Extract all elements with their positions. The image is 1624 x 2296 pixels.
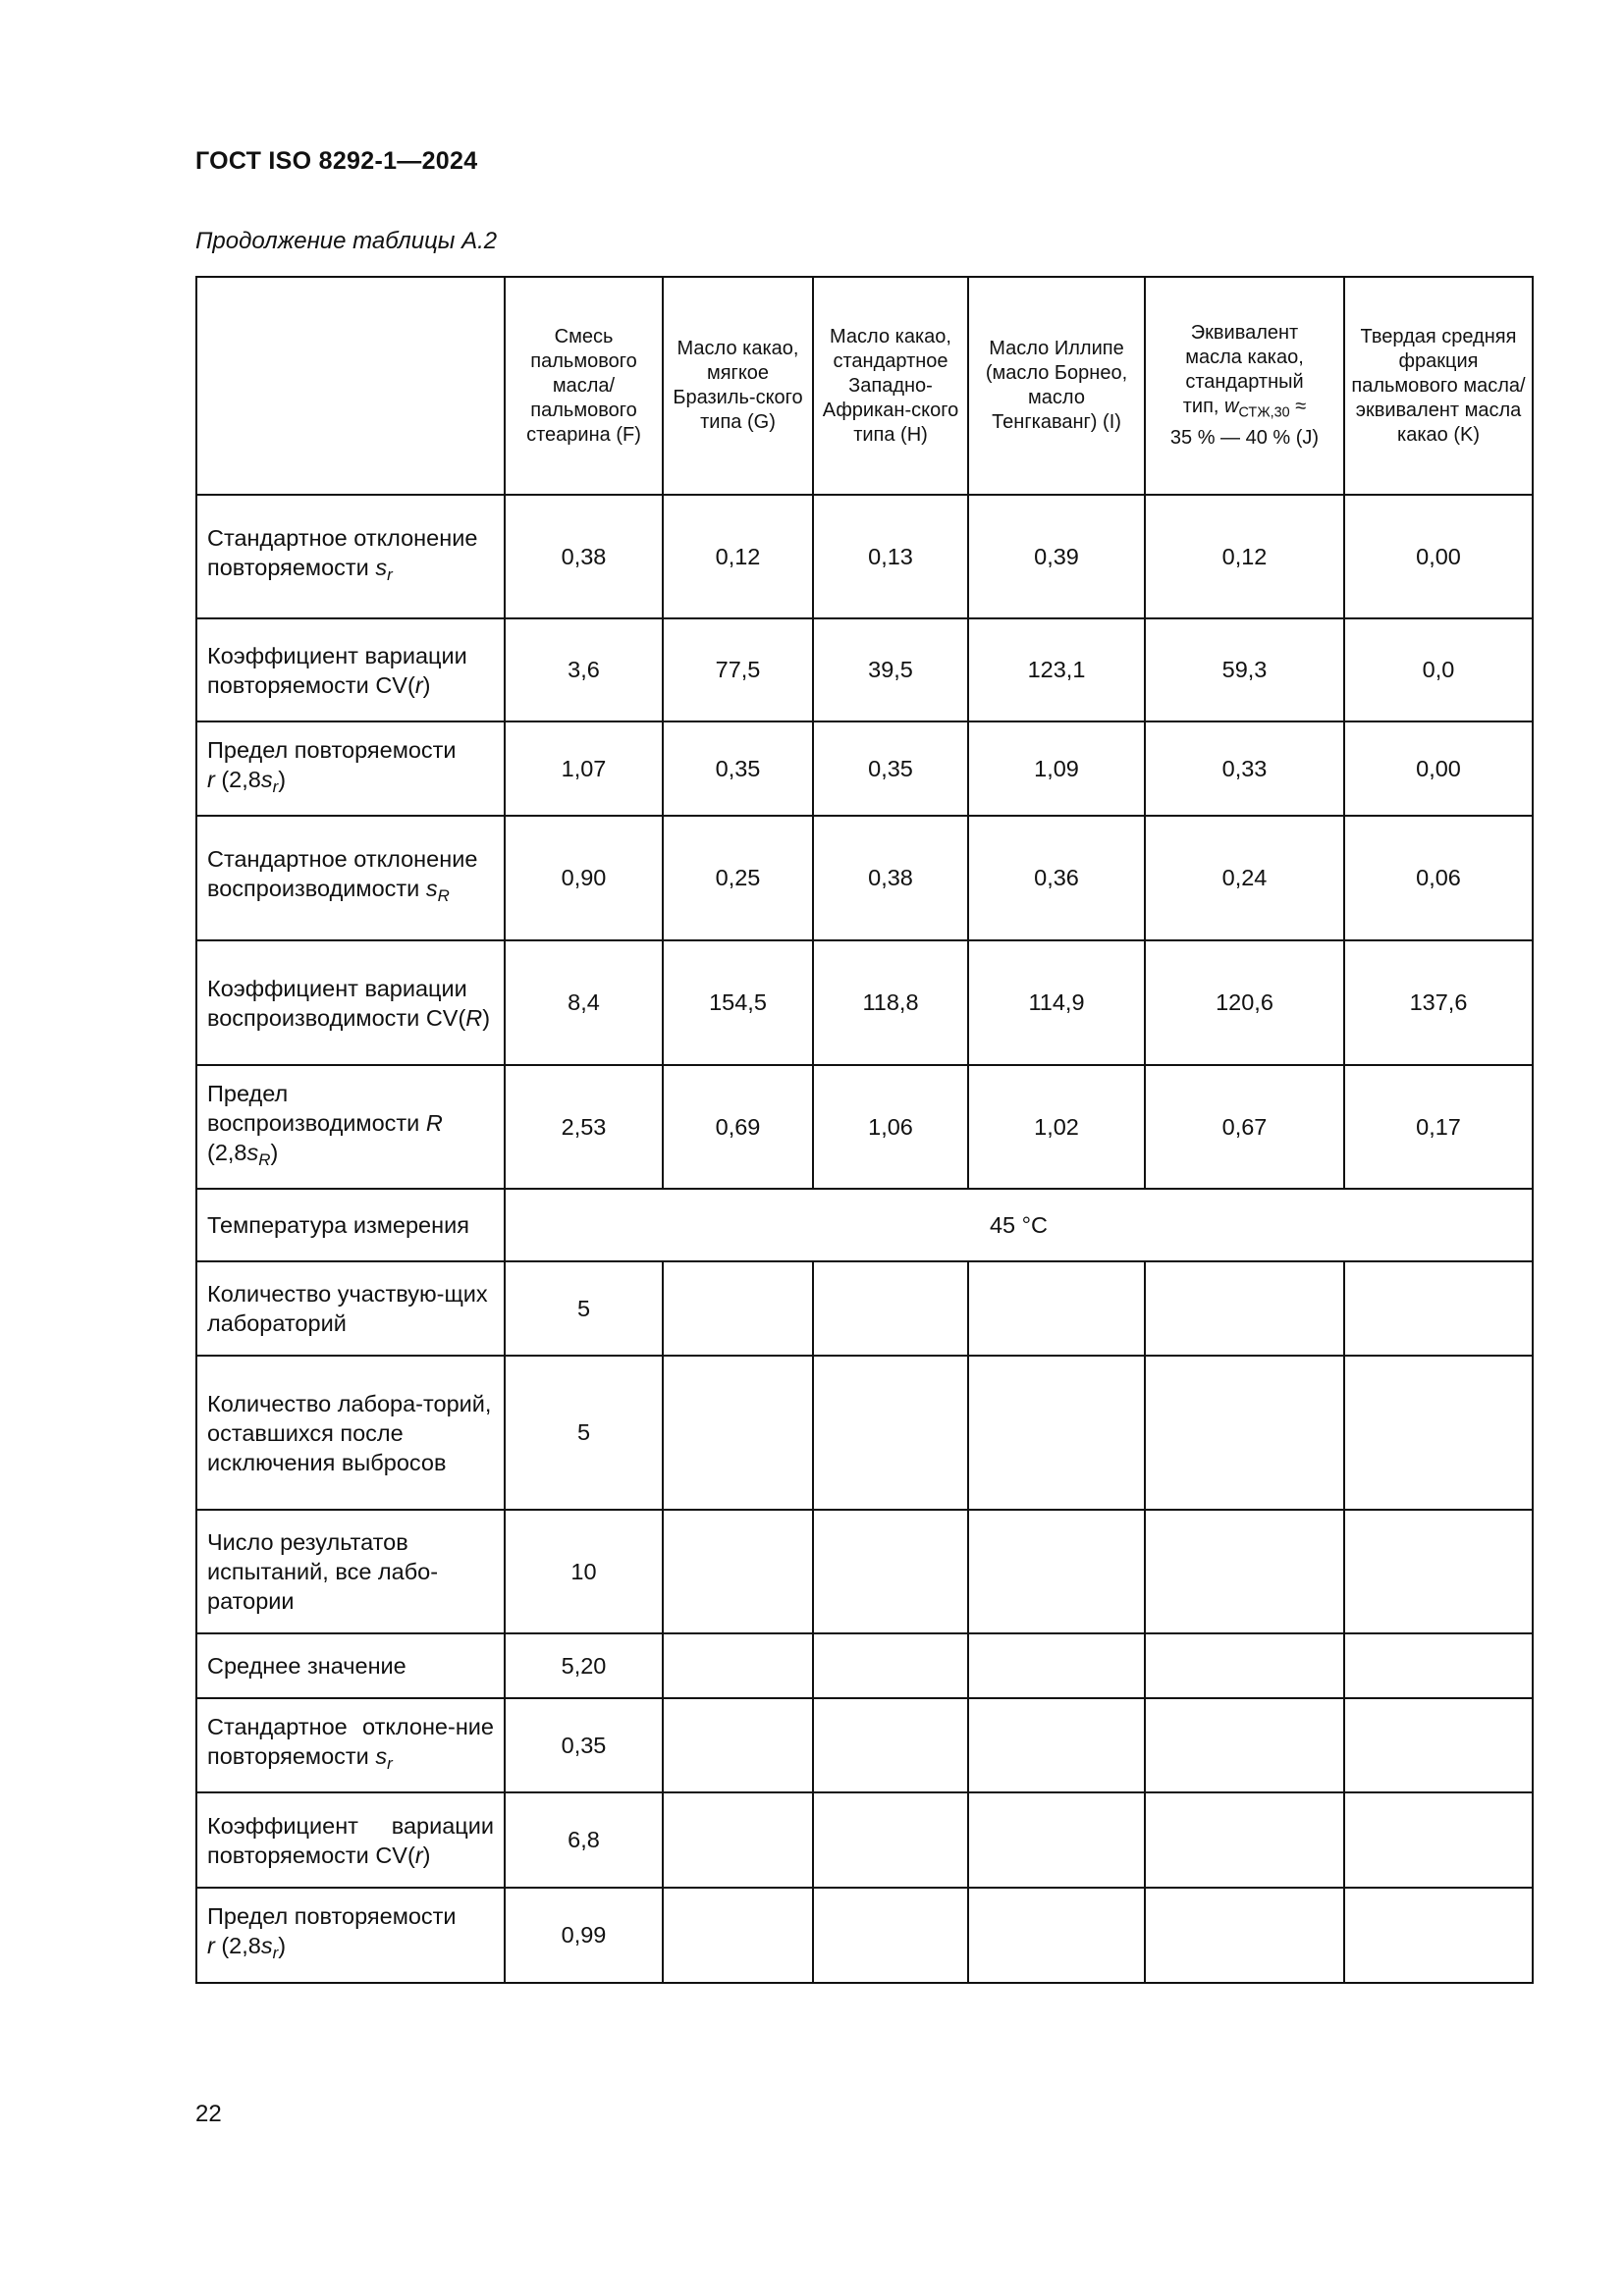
empty-cell: [968, 1261, 1145, 1356]
table-row: [196, 1633, 1533, 1698]
row-label-sd-reproducibility: Стандартное отклонение воспроизводимости $s_R$: [196, 816, 505, 940]
row-label-cv-reproducibility: Коэффициент вариации воспроизводимости CV(R): [196, 940, 505, 1065]
value-cell: 154,5: [663, 940, 813, 1065]
empty-corner-cell: [196, 277, 505, 495]
table-row: [196, 940, 1533, 1065]
table-header-row: [196, 277, 1533, 495]
row-label-repeatability-limit: Предел повторяемости r $(2,8s_r)$: [196, 721, 505, 816]
empty-cell: [1145, 1698, 1344, 1792]
empty-cell: [1145, 1633, 1344, 1698]
empty-cell: [1145, 1888, 1344, 1983]
table-row: [196, 1792, 1533, 1888]
empty-cell: [663, 1261, 813, 1356]
table-row: [196, 495, 1533, 618]
value-cell: 0,67: [1145, 1065, 1344, 1189]
table-row: [196, 816, 1533, 940]
row-label-temperature: Температура измерения: [196, 1189, 505, 1261]
empty-cell: [1145, 1261, 1344, 1356]
row-label-labs-count: Количество участвую-щих лабораторий: [196, 1261, 505, 1356]
value-cell: 5,20: [505, 1633, 663, 1698]
empty-cell: [1145, 1356, 1344, 1510]
empty-cell: [1344, 1633, 1533, 1698]
value-cell: 0,06: [1344, 816, 1533, 940]
value-cell: 1,06: [813, 1065, 968, 1189]
empty-cell: [813, 1698, 968, 1792]
column-header-i: Масло Иллипе (масло Борнео, масло Тенгкаванг) (I): [968, 277, 1145, 495]
value-cell: 5: [505, 1356, 663, 1510]
column-header-g: Масло какао, мягкое Бразиль-ского типа (G): [663, 277, 813, 495]
table-row: [196, 1189, 1533, 1261]
value-cell: 114,9: [968, 940, 1145, 1065]
empty-cell: [813, 1633, 968, 1698]
value-cell: 0,0: [1344, 618, 1533, 721]
value-cell: 10: [505, 1510, 663, 1633]
value-cell: 0,13: [813, 495, 968, 618]
empty-cell: [813, 1356, 968, 1510]
empty-cell: [968, 1356, 1145, 1510]
value-cell: 0,39: [968, 495, 1145, 618]
column-header-f: Смесь пальмового масла/ пальмового стеарина (F): [505, 277, 663, 495]
empty-cell: [1344, 1888, 1533, 1983]
value-cell: 77,5: [663, 618, 813, 721]
table-row: [196, 1698, 1533, 1792]
value-cell: 0,35: [505, 1698, 663, 1792]
empty-cell: [968, 1888, 1145, 1983]
empty-cell: [1344, 1792, 1533, 1888]
row-label-sd-repeatability: Стандартное отклонение повторяемости $s_r$: [196, 495, 505, 618]
empty-cell: [663, 1356, 813, 1510]
empty-cell: [663, 1792, 813, 1888]
empty-cell: [1145, 1510, 1344, 1633]
row-label-labs-after-outliers: Количество лабора-торий, оставшихся после исключения выбросов: [196, 1356, 505, 1510]
value-cell: 59,3: [1145, 618, 1344, 721]
value-cell: 6,8: [505, 1792, 663, 1888]
value-cell: 0,38: [813, 816, 968, 940]
value-cell: 3,6: [505, 618, 663, 721]
value-cell: 0,35: [663, 721, 813, 816]
empty-cell: [813, 1888, 968, 1983]
column-header-j: Эквивалент масла какао, стандартный тип, $w_{СТЖ,30}$ ≈ 35 % — 40 % (J): [1145, 277, 1344, 495]
table-row: [196, 618, 1533, 721]
empty-cell: [813, 1792, 968, 1888]
value-cell: 0,38: [505, 495, 663, 618]
row-label-cv-repeatability-2: Коэффициент вариации повторяемости CV(r): [196, 1792, 505, 1888]
value-cell: 0,69: [663, 1065, 813, 1189]
value-cell: 1,02: [968, 1065, 1145, 1189]
row-label-repeatability-limit-2: Предел повторяемости r $(2,8s_r)$: [196, 1888, 505, 1983]
empty-cell: [1344, 1261, 1533, 1356]
empty-cell: [1344, 1698, 1533, 1792]
value-cell: 1,07: [505, 721, 663, 816]
row-label-reproducibility-limit: Предел воспроизводимости R $(2,8s_R)$: [196, 1065, 505, 1189]
value-cell: 39,5: [813, 618, 968, 721]
table-row: [196, 1510, 1533, 1633]
empty-cell: [968, 1510, 1145, 1633]
value-cell: 0,00: [1344, 721, 1533, 816]
empty-cell: [663, 1888, 813, 1983]
empty-cell: [968, 1633, 1145, 1698]
value-cell: 0,17: [1344, 1065, 1533, 1189]
table-caption: Продолжение таблицы А.2: [195, 228, 498, 254]
row-label-cv-repeatability: Коэффициент вариации повторяемости CV(r): [196, 618, 505, 721]
table-row: [196, 721, 1533, 816]
value-cell: 137,6: [1344, 940, 1533, 1065]
value-cell: 0,00: [1344, 495, 1533, 618]
value-cell: 1,09: [968, 721, 1145, 816]
value-cell: 2,53: [505, 1065, 663, 1189]
empty-cell: [968, 1698, 1145, 1792]
value-cell: 0,12: [1145, 495, 1344, 618]
empty-cell: [663, 1698, 813, 1792]
value-cell: 0,25: [663, 816, 813, 940]
value-cell: 0,36: [968, 816, 1145, 940]
empty-cell: [1344, 1510, 1533, 1633]
empty-cell: [1344, 1356, 1533, 1510]
table-row: [196, 1261, 1533, 1356]
value-cell: 123,1: [968, 618, 1145, 721]
page-number: 22: [195, 2101, 222, 2127]
empty-cell: [968, 1792, 1145, 1888]
value-cell: 0,12: [663, 495, 813, 618]
value-cell: 0,33: [1145, 721, 1344, 816]
value-cell: 0,99: [505, 1888, 663, 1983]
row-label-results-count: Число результатов испытаний, все лабо-ратории: [196, 1510, 505, 1633]
column-header-k: Твердая средняя фракция пальмового масла/ эквивалент масла какао (K): [1344, 277, 1533, 495]
value-cell: 0,35: [813, 721, 968, 816]
temperature-value: 45 °C: [505, 1189, 1533, 1261]
table-row: [196, 1356, 1533, 1510]
empty-cell: [663, 1510, 813, 1633]
value-cell: 118,8: [813, 940, 968, 1065]
statistics-table: [195, 276, 1534, 1984]
value-cell: 0,90: [505, 816, 663, 940]
row-label-sd-repeatability-2: Стандартное отклоне-ние повторяемости $s_r$: [196, 1698, 505, 1792]
empty-cell: [1145, 1792, 1344, 1888]
table-row: [196, 1888, 1533, 1983]
empty-cell: [663, 1633, 813, 1698]
value-cell: 5: [505, 1261, 663, 1356]
row-label-mean: Среднее значение: [196, 1633, 505, 1698]
table-row: [196, 1065, 1533, 1189]
column-header-h: Масло какао, стандартное Западно-Африкан-ского типа (H): [813, 277, 968, 495]
value-cell: 8,4: [505, 940, 663, 1065]
value-cell: 0,24: [1145, 816, 1344, 940]
value-cell: 120,6: [1145, 940, 1344, 1065]
empty-cell: [813, 1510, 968, 1633]
empty-cell: [813, 1261, 968, 1356]
document-header: ГОСТ ISO 8292-1—2024: [195, 147, 478, 175]
